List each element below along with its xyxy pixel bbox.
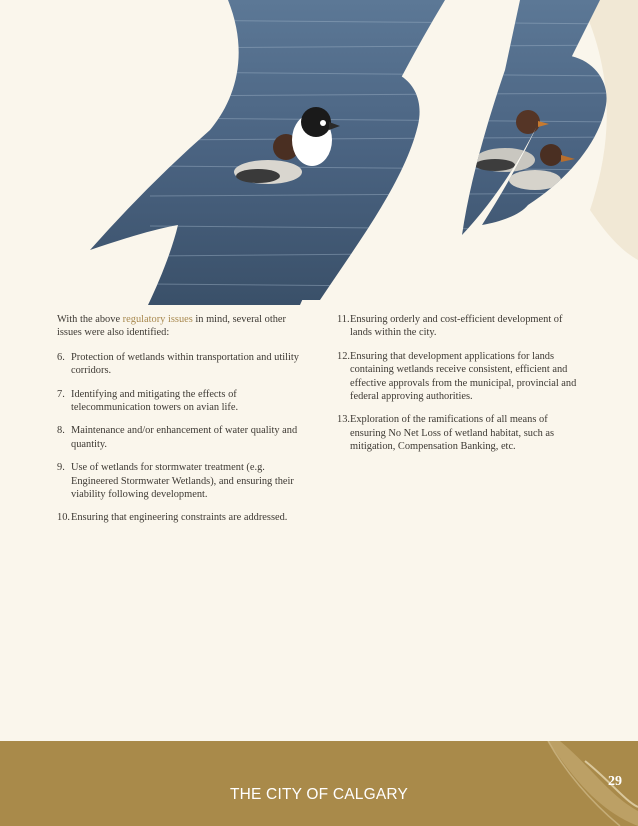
item-number: 8. [57,425,65,437]
item-number: 9. [57,462,65,474]
list-item [337,413,585,453]
item-text: Use of wetlands for stormwater treatment (e.g. Engineered Stormwater Wetlands), and ensuring their viability following development. [71,462,294,501]
regulatory-issues-highlight: regulatory issues [122,314,193,325]
right-column [337,313,585,464]
item-number: 11. [337,314,350,325]
item-text: Ensuring that engineering constraints are addressed. [71,512,288,524]
item-text: Maintenance and/or enhancement of water quality and quantity. [71,425,298,450]
item-number: 10. [57,512,70,524]
list-item [57,424,302,451]
item-number: 13. [337,414,350,426]
item-number: 12. [337,350,350,362]
page-number: 29 [608,774,622,789]
footer-band [0,741,638,826]
item-text: Identifying and mitigating the effects of telecommunication towers on avian life. [71,388,239,414]
footer-title: THE CITY OF CALGARY [229,786,409,803]
list-item [57,461,302,501]
list-item [57,511,302,524]
footer-swoosh-graphic [0,741,638,826]
header-photo-banner [0,0,638,305]
item-text: Ensuring orderly and cost-efficient development of lands within the city. [350,314,563,339]
list-item [57,351,302,378]
intro-paragraph [57,313,302,340]
item-text: Exploration of the ramifications of all means of ensuring No Net Loss of wetland habitat, such as mitigation, Compensation Banking, etc. [350,414,555,453]
list-item [337,313,585,340]
item-number: 7. [57,388,65,400]
item-number: 6. [57,351,65,363]
intro-text-before: With the above [57,314,123,325]
intro-text-after: in mind, several other issues were also identified: [57,314,286,339]
item-text: Protection of wetlands within transportation and utility corridors. [71,351,299,377]
list-item [337,350,585,404]
item-text: Ensuring that development applications for lands containing wetlands receive consistent, efficient and effective approvals from the municipal, provincial and federal approving authorities. [350,350,577,403]
left-column [57,313,302,535]
list-item [57,388,302,415]
